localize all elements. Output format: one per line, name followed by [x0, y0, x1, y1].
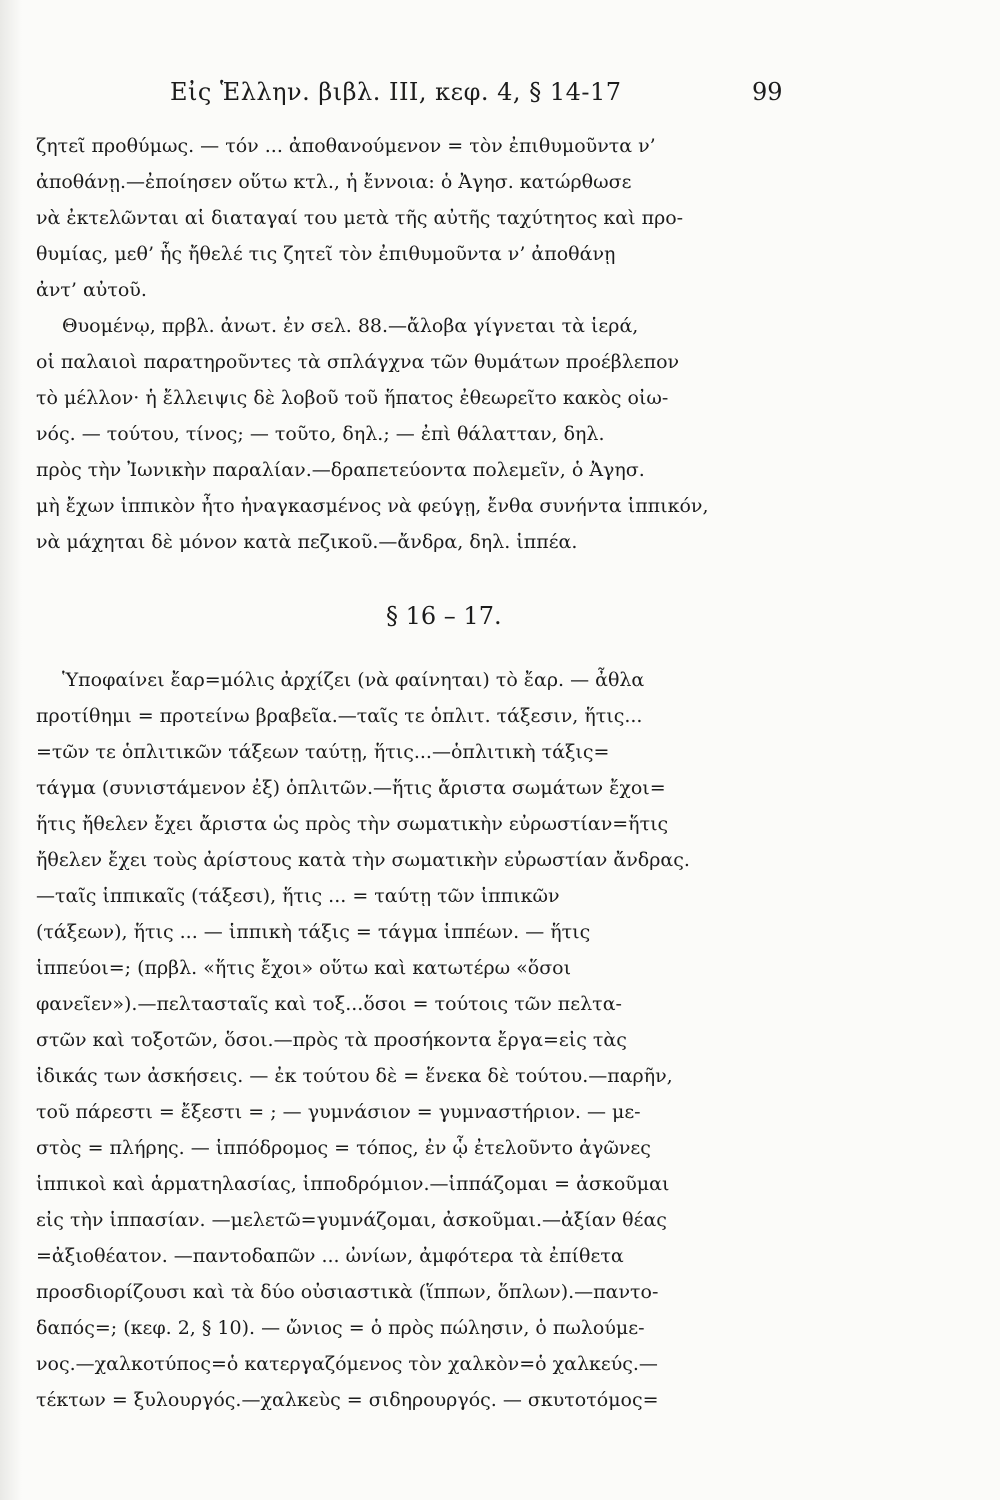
text-line: δαπός=; (κεφ. 2, § 10). — ὤνιος = ὁ πρὸς πώλησιν, ὁ πωλούμε- [36, 1317, 645, 1339]
text-line: τάγμα (συνιστάμενον ἐξ) ὁπλιτῶν.—ἥτις ἄριστα σωμάτων ἔχοι= [36, 777, 666, 799]
text-line: πρὸς τὴν Ἰωνικὴν παραλίαν.—δραπετεύοντα πολεμεῖν, ὁ Ἀγησ. [36, 459, 645, 481]
text-line: —ταῖς ἱππικαῖς (τάξεσι), ἥτις ... = ταύτῃ τῶν ἱππικῶν [36, 885, 560, 907]
text-line: νος.—χαλκοτύπος=ὁ κατεργαζόμενος τὸν χαλκὸν=ὁ χαλκεύς.— [36, 1353, 658, 1375]
text-line: στὸς = πλήρης. — ἱππόδρομος = τόπος, ἐν ᾧ ἐτελοῦντο ἀγῶνες [36, 1137, 651, 1159]
text-line: Ὑποφαίνει ἔαρ=μόλις ἀρχίζει (νὰ φαίνηται) τὸ ἔαρ. — ἆθλα [62, 669, 645, 691]
text-line: νὰ ἐκτελῶνται αἱ διαταγαί του μετὰ τῆς αὐτῆς ταχύτητος καὶ προ- [36, 207, 684, 229]
text-line: φανεῖεν»).—πελτασταῖς καὶ τοξ...ὅσοι = τούτοις τῶν πελτα- [36, 993, 622, 1015]
page-number: 99 [752, 78, 783, 106]
text-line: μὴ ἔχων ἱππικὸν ἦτο ἠναγκασμένος νὰ φεύγῃ, ἔνθα συνήντα ἱππικόν, [36, 495, 709, 517]
text-line: τέκτων = ξυλουργός.—χαλκεὺς = σιδηρουργός. — σκυτοτόμος= [36, 1389, 659, 1411]
text-line: ἱππεύοι=; (πρβλ. «ἥτις ἔχοι» οὕτω καὶ κατωτέρω «ὅσοι [36, 957, 572, 979]
text-line: Θυομένῳ, πρβλ. ἀνωτ. ἐν σελ. 88.—ἄλοβα γίγνεται τὰ ἱερά, [62, 315, 639, 337]
text-line: τὸ μέλλον· ἡ ἔλλειψις δὲ λοβοῦ τοῦ ἥπατος ἐθεωρεῖτο κακὸς οἰω- [36, 387, 669, 409]
text-line: στῶν καὶ τοξοτῶν, ὅσοι.—πρὸς τὰ προσήκοντα ἔργα=εἰς τὰς [36, 1029, 627, 1051]
text-line: ἤθελεν ἔχει τοὺς ἀρίστους κατὰ τὴν σωματικὴν εὐρωστίαν ἄνδρας. [36, 849, 690, 871]
running-head: Εἰς Ἑλλην. βιβλ. III, κεφ. 4, § 14-17 [170, 78, 622, 106]
text-line: ἥτις ἤθελεν ἔχει ἄριστα ὡς πρὸς τὴν σωματικὴν εὐρωστίαν=ἥτις [36, 813, 669, 835]
text-line: (τάξεων), ἥτις ... — ἱππικὴ τάξις = τάγμα ἱππέων. — ἥτις [36, 921, 591, 943]
binding-shadow [0, 0, 22, 1500]
text-line: νὰ μάχηται δὲ μόνον κατὰ πεζικοῦ.—ἄνδρα, δηλ. ἱππέα. [36, 531, 578, 553]
text-line: οἱ παλαιοὶ παρατηροῦντες τὰ σπλάγχνα τῶν θυμάτων προέβλεπον [36, 351, 680, 373]
text-line: προτίθημι = προτείνω βραβεῖα.—ταῖς τε ὁπλιτ. τάξεσιν, ἥτις... [36, 705, 643, 727]
text-line: ἰδικάς των ἀσκήσεις. — ἐκ τούτου δὲ = ἕνεκα δὲ τούτου.—παρῆν, [36, 1065, 673, 1087]
section-heading: § 16 – 17. [386, 602, 502, 630]
text-line: εἰς τὴν ἱππασίαν. —μελετῶ=γυμνάζομαι, ἀσκοῦμαι.—ἀξίαν θέας [36, 1209, 667, 1231]
text-line: προσδιορίζουσι καὶ τὰ δύο οὐσιαστικὰ (ἵππων, ὅπλων).—παντο- [36, 1281, 659, 1303]
text-line: =ἀξιοθέατον. —παντοδαπῶν ... ὠνίων, ἀμφότερα τὰ ἐπίθετα [36, 1245, 624, 1267]
text-line: ζητεῖ προθύμως. — τόν ... ἀποθανούμενον = τὸν ἐπιθυμοῦντα ν’ [36, 135, 656, 157]
text-line: νός. — τούτου, τίνος; — τοῦτο, δηλ.; — ἐπὶ θάλατταν, δηλ. [36, 423, 605, 445]
text-line: θυμίας, μεθ’ ἧς ἤθελέ τις ζητεῖ τὸν ἐπιθυμοῦντα ν’ ἀποθάνῃ [36, 243, 616, 265]
text-line: ἀντ’ αὐτοῦ. [36, 279, 147, 301]
text-line: =τῶν τε ὁπλιτικῶν τάξεων ταύτῃ, ἥτις...—ὁπλιτικὴ τάξις= [36, 741, 610, 763]
text-line: ἀποθάνῃ.—ἐποίησεν οὕτω κτλ., ἡ ἔννοια: ὁ Ἀγησ. κατώρθωσε [36, 171, 632, 193]
commentary-block-two [36, 662, 796, 1418]
commentary-block-one [36, 128, 796, 560]
text-line: τοῦ πάρεστι = ἔξεστι = ; — γυμνάσιον = γυμναστήριον. — με- [36, 1101, 641, 1123]
text-line: ἱππικοὶ καὶ ἁρματηλασίας, ἱπποδρόμιον.—ἱππάζομαι = ἀσκοῦμαι [36, 1173, 670, 1195]
